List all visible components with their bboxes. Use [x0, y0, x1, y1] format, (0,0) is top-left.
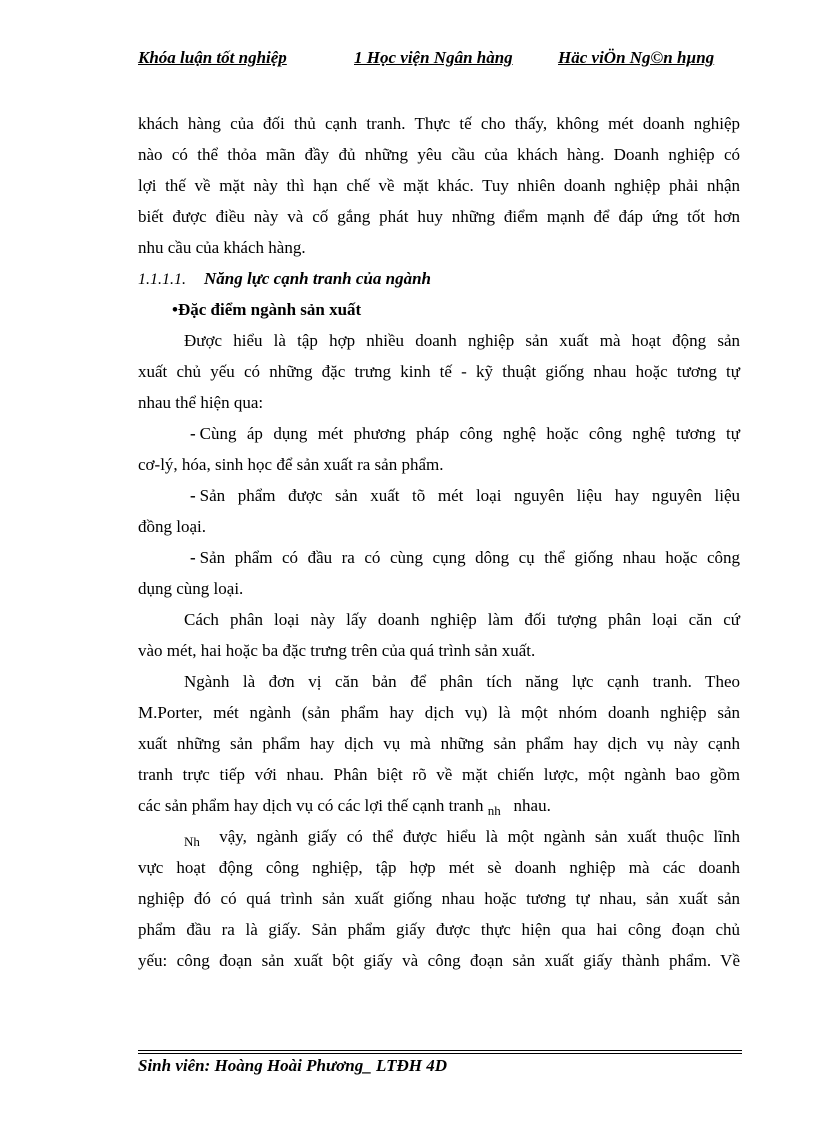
paragraph-line: Được hiểu là tập hợp nhiều doanh nghiệp sản xuất mà hoạt động sản — [184, 331, 740, 350]
page-body — [138, 108, 740, 976]
section-title: Năng lực cạnh tranh của ngành — [204, 269, 432, 288]
footer-divider — [138, 1053, 742, 1054]
dash-marker: - — [190, 486, 196, 505]
section-heading — [138, 263, 740, 294]
bullet-continuation: cơ-lý, hóa, sinh học để sản xuất ra sản phẩm. — [138, 455, 444, 474]
paragraph-line: yếu: công đoạn sản xuất bột giấy và công đoạn sản xuất giấy thành phẩm. Về — [138, 951, 740, 970]
paragraph-line: tranh trực tiếp với nhau. Phân biệt rõ về mặt chiến lược, một ngành bao gồm — [138, 765, 740, 784]
paragraph-line: $_{Nh}$ vậy, ngành giấy có thể được hiểu là một ngành sản xuất thuộc lĩnh — [184, 827, 741, 849]
paragraph-line: khách hàng của đối thủ cạnh tranh. Thực tế cho thấy, không mét doanh nghiệp — [138, 114, 740, 133]
bullet-line: - Cùng áp dụng mét phương pháp công nghệ hoặc công nghệ tương tự — [138, 418, 740, 449]
section-number: 1.1.1.1. — [138, 271, 186, 288]
footer-divider — [138, 1050, 742, 1051]
paragraph-line: lợi thế về mặt này thì hạn chế về mặt khác. Tuy nhiên doanh nghiệp phải nhận — [138, 176, 740, 195]
paragraph-line: Ngành là đơn vị căn bản để phân tích năng lực cạnh tranh. Theo — [184, 672, 740, 691]
paragraph-line: vực hoạt động công nghiệp, tập hợp mét sè doanh nghiệp mà các doanh — [138, 858, 740, 877]
paragraph-line: nghiệp đó có quá trình sản xuất giống nhau hoặc tương tự nhau, sản xuất sản — [138, 889, 740, 908]
paragraph-line: nhu cầu của khách hàng. — [138, 238, 306, 257]
bullet-continuation: đồng loại. — [138, 517, 206, 536]
subheading: •Đặc điểm ngành sản xuất — [172, 300, 362, 319]
header-academy-label-garbled: Häc viÖn Ng©n hµng — [558, 48, 715, 67]
paragraph-line: M.Porter, mét ngành (sản phẩm hay dịch vụ) là một nhóm doanh nghiệp sản — [138, 703, 740, 722]
paragraph-line: xuất những sản phẩm hay dịch vụ mà những sản phẩm hay dịch vụ này cạnh — [138, 734, 740, 753]
header-thesis-label: Khóa luận tốt nghiệp — [138, 48, 287, 67]
dash-marker: - — [190, 424, 196, 443]
bullet-continuation: dụng cùng loại. — [138, 579, 244, 598]
paragraph-line: nhau thể hiện qua: — [138, 393, 264, 412]
paragraph-line: Cách phân loại này lấy doanh nghiệp làm đối tượng phân loại căn cứ — [184, 610, 740, 629]
page-header — [138, 48, 740, 74]
paragraph-line: nào có thể thỏa mãn đầy đủ những yêu cầu của khách hàng. Doanh nghiệp có — [138, 145, 740, 164]
paragraph-line: các sản phẩm hay dịch vụ có các lợi thế cạnh tranh $_{nh}$ nhau. — [138, 796, 551, 818]
bullet-line: - Sản phẩm được sản xuất tõ mét loại nguyên liệu hay nguyên liệu — [138, 480, 740, 511]
paragraph-line: xuất chủ yếu có những đặc trưng kinh tế - kỹ thuật giống nhau hoặc tương tự — [138, 362, 740, 381]
page-footer: Sinh viên: Hoàng Hoài Phương_ LTĐH 4D — [138, 1056, 447, 1075]
paragraph-line: phẩm đầu ra là giấy. Sản phẩm giấy được thực hiện qua hai công đoạn chủ — [138, 920, 740, 939]
paragraph-line: vào mét, hai hoặc ba đặc trưng trên của quá trình sản xuất. — [138, 641, 536, 660]
dash-marker: - — [190, 548, 196, 567]
header-academy-label: 1 Học viện Ngân hàng — [354, 48, 513, 67]
paragraph-line: biết được điều này và cố gắng phát huy những điểm mạnh để đáp ứng tốt hơn — [138, 207, 740, 226]
bullet-line: - Sản phẩm có đầu ra có cùng cụng dông cụ thể giống nhau hoặc công — [138, 542, 740, 573]
